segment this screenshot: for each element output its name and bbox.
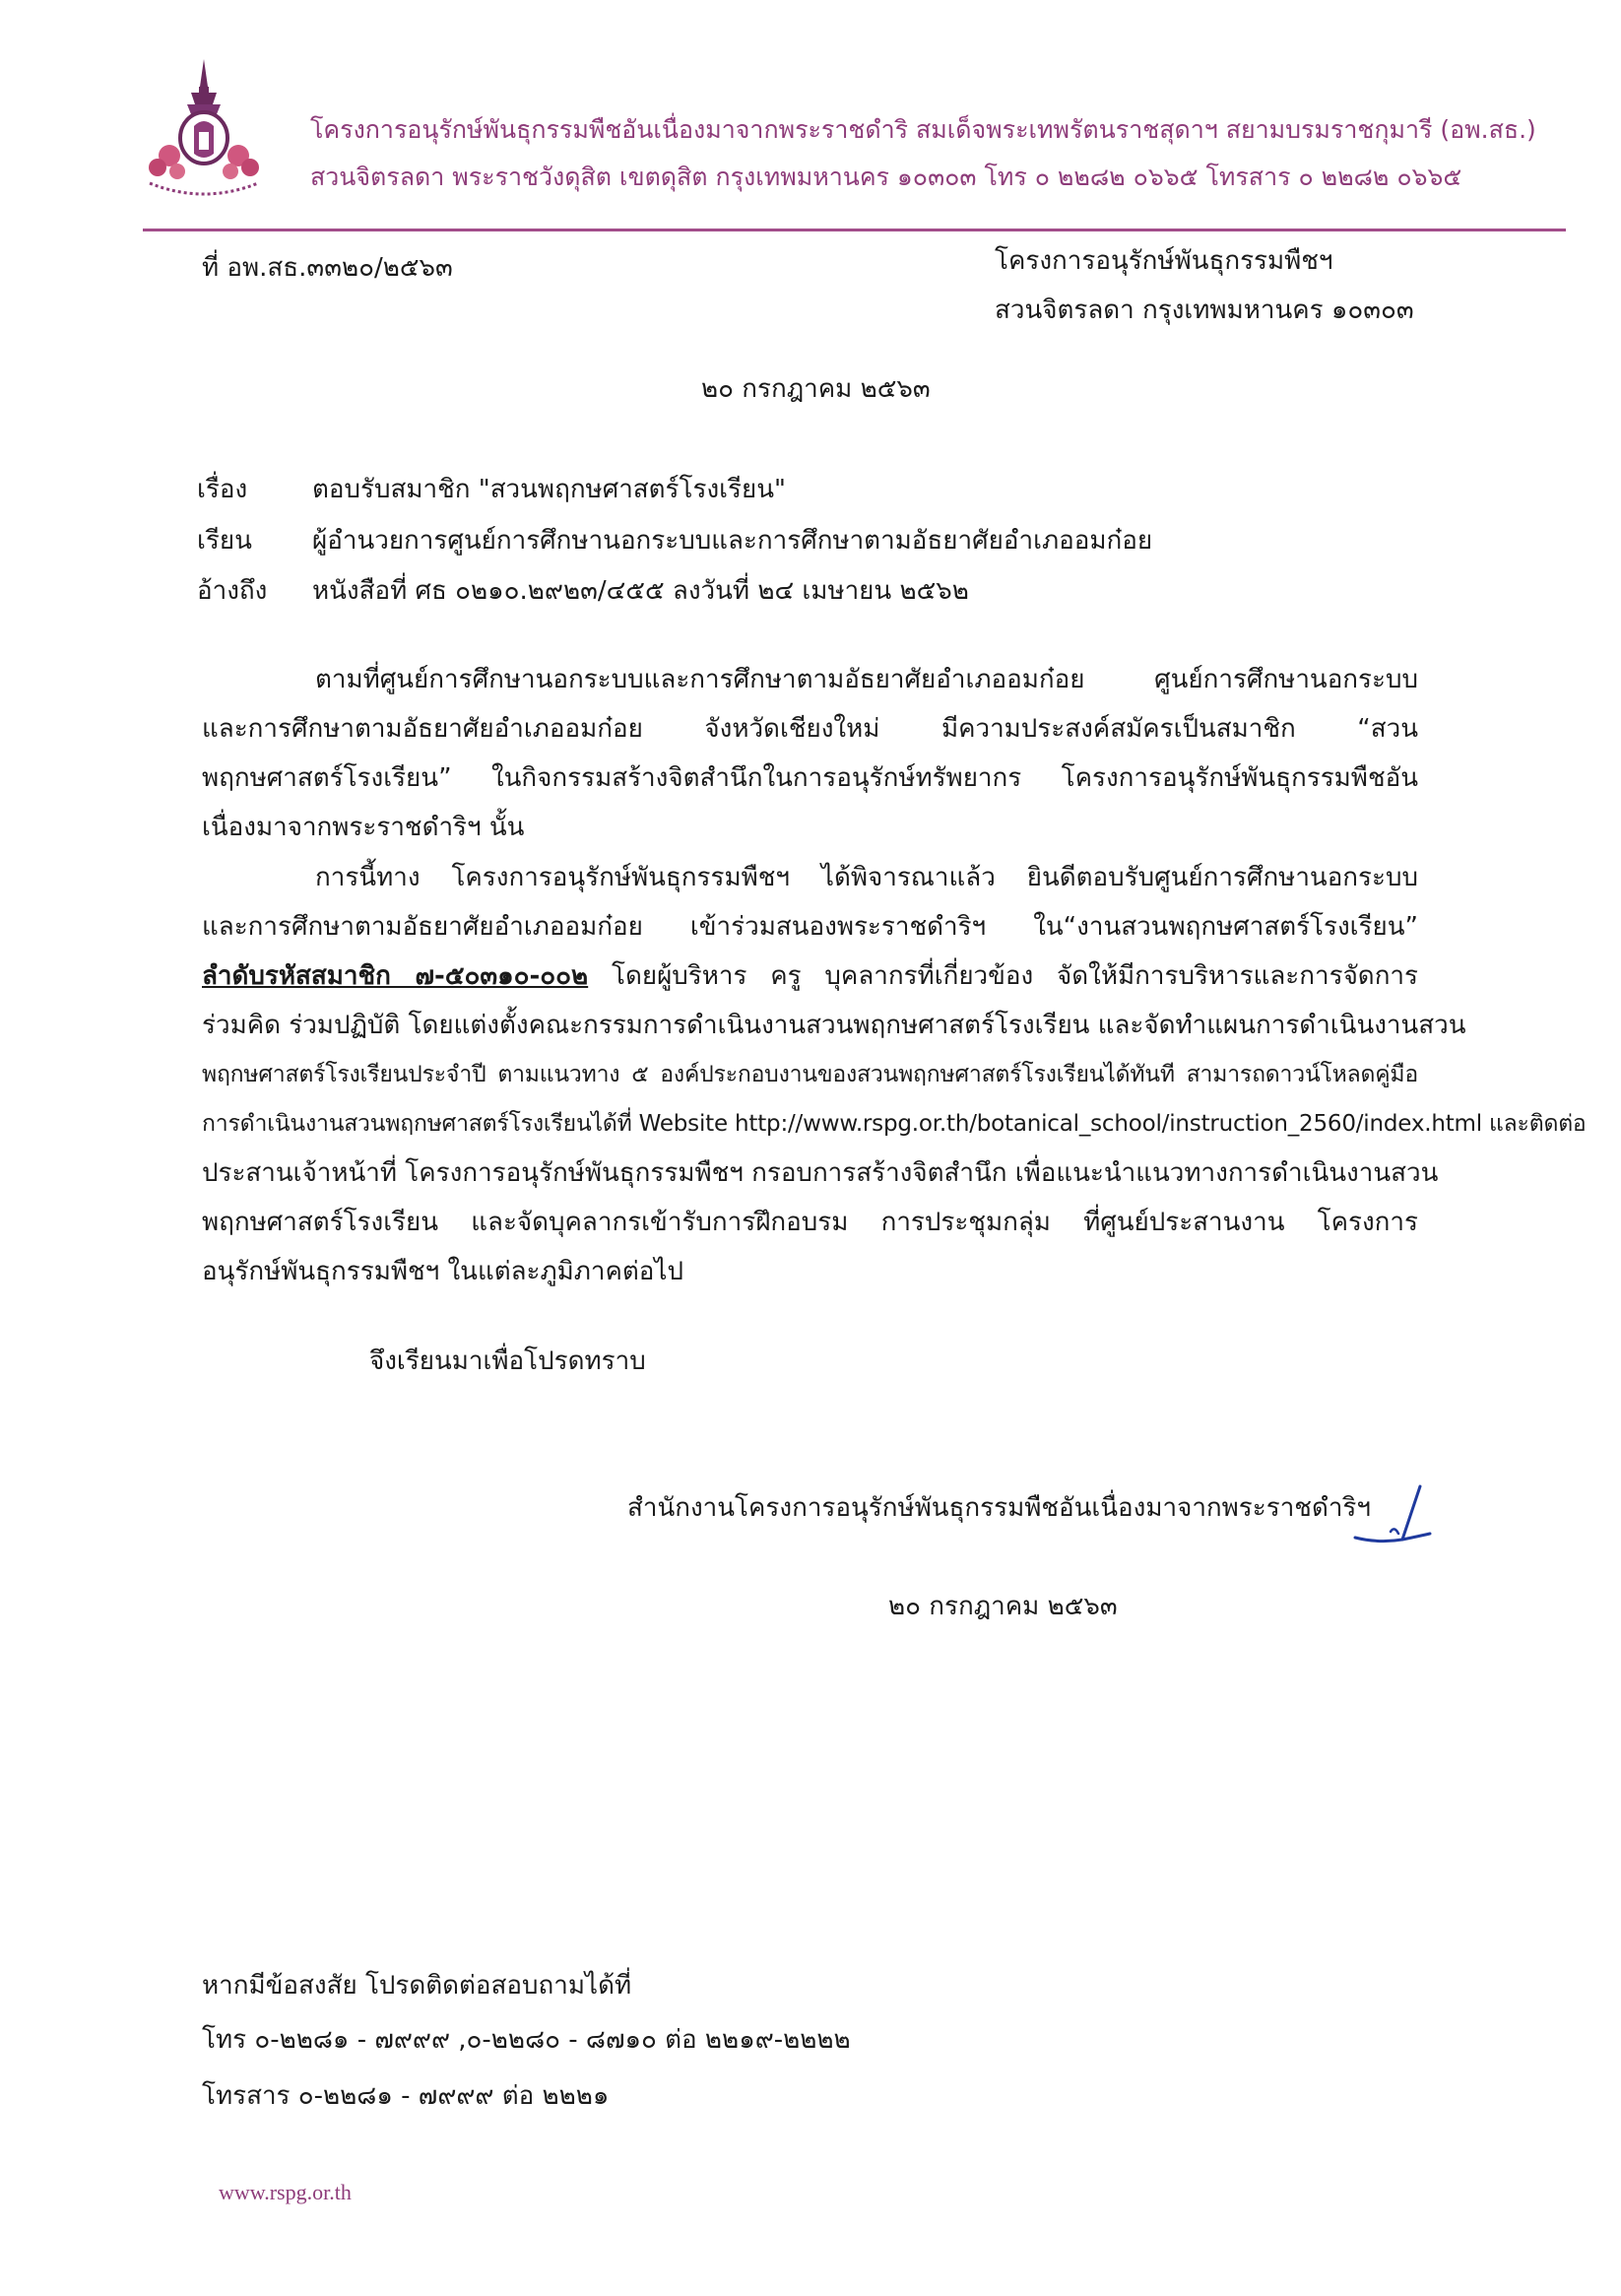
closing-text: จึงเรียนมาเพื่อโปรดทราบ — [369, 1346, 646, 1376]
website-link[interactable]: www.rspg.or.th — [219, 2180, 352, 2204]
paragraph-line: ร่วมคิด ร่วมปฏิบัติ โดยแต่งตั้งคณะกรรมการดำเนินงานสวนพฤกษศาสตร์โรงเรียน และจัดทำแผนการดำเนินงานสวน — [202, 1011, 1466, 1040]
contact-heading: หากมีข้อสงสัย โปรดติดต่อสอบถามได้ที่ — [202, 1971, 632, 2001]
signing-office: สำนักงานโครงการอนุรักษ์พันธุกรรมพืชอันเนื่องมาจากพระราชดำริฯ — [627, 1493, 1371, 1523]
paragraph-line: และการศึกษาตามอัธยาศัยอำเภออมก๋อย เข้าร่วมสนองพระราชดำริฯ ใน“งานสวนพฤกษศาสตร์โรงเรียน” — [202, 912, 1418, 942]
paragraph-line: พฤกษศาสตร์โรงเรียน” ในกิจกรรมสร้างจิตสำนึกในการอนุรักษ์ทรัพยากร โครงการอนุรักษ์พันธุกรรมพืชอัน — [202, 763, 1418, 793]
paragraph-line: พฤกษศาสตร์โรงเรียน และจัดบุคลากรเข้ารับการฝึกอบรม การประชุมกลุ่ม ที่ศูนย์ประสานงาน โครงการ — [202, 1208, 1418, 1237]
signature-icon — [1351, 1482, 1435, 1551]
sender-line-2: สวนจิตรลดา กรุงเทพมหานคร ๑๐๓๐๓ — [995, 295, 1414, 325]
subject-label: เรื่อง — [197, 475, 248, 504]
paragraph-line: การดำเนินงานสวนพฤกษศาสตร์โรงเรียนได้ที่ Website http://www.rspg.or.th/botanical_school/instruction_2560/index.html และติดต่อ — [202, 1111, 1587, 1137]
paragraph-line: อนุรักษ์พันธุกรรมพืชฯ ในแต่ละภูมิภาคต่อไป — [202, 1257, 683, 1286]
paragraph-1 — [202, 655, 1418, 852]
paragraph-line: ตามที่ศูนย์การศึกษานอกระบบและการศึกษาตามอัธยาศัยอำเภออมก๋อย ศูนย์การศึกษานอกระบบ — [315, 665, 1418, 694]
paragraph-line-rest: โดยผู้บริหาร ครู บุคลากรที่เกี่ยวข้อง จัดให้มีการบริหารและการจัดการ — [588, 961, 1418, 991]
contact-phone: โทร ๐-๒๒๘๑ - ๗๙๙๙ ,๐-๒๒๘๐ - ๘๗๑๐ ต่อ ๒๒๑๙-๒๒๒๒ — [202, 2025, 851, 2055]
paragraph-2 — [202, 853, 1587, 1296]
reference-text: หนังสือที่ ศธ ๐๒๑๐.๒๙๒๓/๔๕๕ ลงวันที่ ๒๔ เมษายน ๒๕๖๒ — [312, 576, 969, 606]
letterhead-org-name: โครงการอนุรักษ์พันธุกรรมพืชอันเนื่องมาจากพระราชดำริ สมเด็จพระเทพรัตนราชสุดาฯ สยามบรมราชกุมารี (อพ.สธ.) — [310, 115, 1536, 144]
paragraph-line: พฤกษศาสตร์โรงเรียนประจำปี ตามแนวทาง ๕ องค์ประกอบงานของสวนพฤกษศาสตร์โรงเรียนได้ทันที สามารถดาวน์โหลดคู่มือ — [202, 1062, 1418, 1087]
recipient-label: เรียน — [197, 526, 252, 556]
member-code: ลำดับรหัสสมาชิก ๗-๕๐๓๑๐-๐๐๒ — [202, 961, 589, 991]
paragraph-line — [202, 951, 1418, 1001]
letterhead-address: สวนจิตรลดา พระราชวังดุสิต เขตดุสิต กรุงเทพมหานคร ๑๐๓๐๓ โทร ๐ ๒๒๘๒ ๐๖๖๕ โทรสาร ๐ ๒๒๘๒ ๐๖๖๕ — [310, 163, 1462, 191]
paragraph-line: ประสานเจ้าหน้าที่ โครงการอนุรักษ์พันธุกรรมพืชฯ กรอบการสร้างจิตสำนึก เพื่อแนะนำแนวทางการดำเนินงานสวน — [202, 1158, 1439, 1188]
recipient-text: ผู้อำนวยการศูนย์การศึกษานอกระบบและการศึกษาตามอัธยาศัยอำเภออมก๋อย — [312, 526, 1153, 556]
letterhead-divider — [143, 229, 1566, 231]
reference-number: ที่ อพ.สธ.๓๓๒๐/๒๕๖๓ — [202, 253, 453, 283]
contact-fax: โทรสาร ๐-๒๒๘๑ - ๗๙๙๙ ต่อ ๒๒๒๑ — [202, 2081, 610, 2111]
paragraph-line: การนี้ทาง โครงการอนุรักษ์พันธุกรรมพืชฯ ได้พิจารณาแล้ว ยินดีตอบรับศูนย์การศึกษานอกระบบ — [315, 863, 1418, 892]
paragraph-line: และการศึกษาตามอัธยาศัยอำเภออมก๋อย จังหวัดเชียงใหม่ มีความประสงค์สมัครเป็นสมาชิก “สวน — [202, 714, 1418, 744]
paragraph-line: เนื่องมาจากพระราชดำริฯ นั้น — [202, 813, 525, 842]
rspg-emblem-icon — [140, 57, 268, 205]
subject-text: ตอบรับสมาชิก "สวนพฤกษศาสตร์โรงเรียน" — [312, 475, 786, 504]
reference-label: อ้างถึง — [197, 576, 268, 606]
signature-date: ๒๐ กรกฎาคม ๒๕๖๓ — [888, 1592, 1118, 1621]
letter-date: ๒๐ กรกฎาคม ๒๕๖๓ — [701, 374, 931, 404]
sender-line-1: โครงการอนุรักษ์พันธุกรรมพืชฯ — [995, 246, 1333, 276]
